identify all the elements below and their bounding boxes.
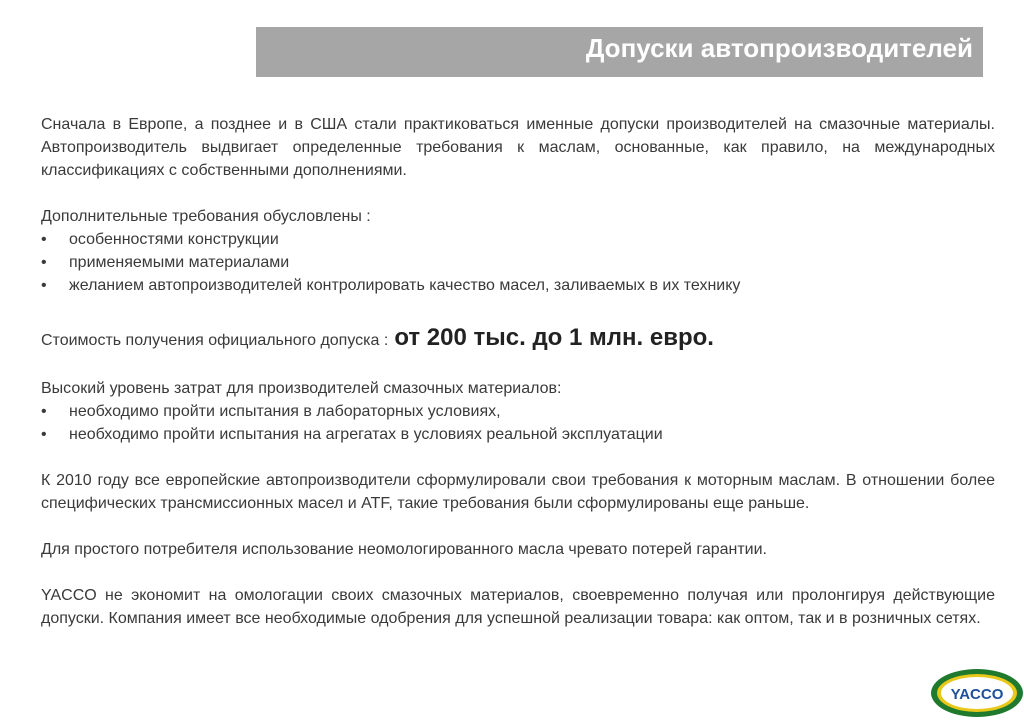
requirements-item — [41, 274, 995, 297]
cost-label: Стоимость получения официального допуска : — [41, 332, 389, 349]
intro-paragraph: Сначала в Европе, а позднее и в США стали практиковаться именные допуски производителей на смазочные материалы. Автопроизводитель выдвигает определенные требования к маслам, основанные, как правило, на международных классификациях с собственными дополнениями. — [41, 116, 995, 179]
slide-content — [41, 113, 995, 630]
bullet-icon: • — [41, 231, 47, 248]
costs-item — [41, 400, 995, 423]
requirements-item — [41, 251, 995, 274]
logo-text: YACCO — [950, 686, 1004, 703]
bullet-icon: • — [41, 277, 47, 294]
costs-item-text: необходимо пройти испытания на агрегатах в условиях реальной эксплуатации — [69, 426, 663, 443]
paragraph-consumer: Для простого потребителя использование неомологированного масла чревато потерей гарантии. — [41, 541, 767, 558]
yacco-logo-icon — [930, 668, 1024, 718]
requirements-item — [41, 228, 995, 251]
paragraph-2010: К 2010 году все европейские автопроизводители сформулировали свои требования к моторным маслам. В отношении более специфических трансмиссионных масел и ATF, такие требования были сформулированы еще раньше. — [41, 472, 995, 512]
cost-value: от 200 тыс. до 1 млн. евро. — [394, 324, 714, 351]
costs-item — [41, 423, 995, 446]
page-title: Допуски автопроизводителей — [585, 33, 973, 63]
requirements-item-text: применяемыми материалами — [69, 254, 290, 271]
bullet-icon: • — [41, 254, 47, 271]
costs-item-text: необходимо пройти испытания в лабораторных условиях, — [69, 403, 501, 420]
requirements-item-text: особенностями конструкции — [69, 231, 279, 248]
title-bar — [256, 27, 983, 77]
bullet-icon: • — [41, 426, 47, 443]
requirements-intro: Дополнительные требования обусловлены : — [41, 208, 371, 225]
yacco-logo — [930, 668, 1024, 723]
bullet-icon: • — [41, 403, 47, 420]
paragraph-yacco: YACCO не экономит на омологации своих смазочных материалов, своевременно получая или пролонгируя действующие допуски. Компания имеет все необходимые одобрения для успешной реализации товара: как оптом, так и в розничных сетях. — [41, 587, 995, 627]
cost-line — [41, 315, 995, 361]
costs-intro: Высокий уровень затрат для производителей смазочных материалов: — [41, 380, 562, 397]
requirements-item-text: желанием автопроизводителей контролировать качество масел, заливаемых в их технику — [69, 277, 741, 294]
